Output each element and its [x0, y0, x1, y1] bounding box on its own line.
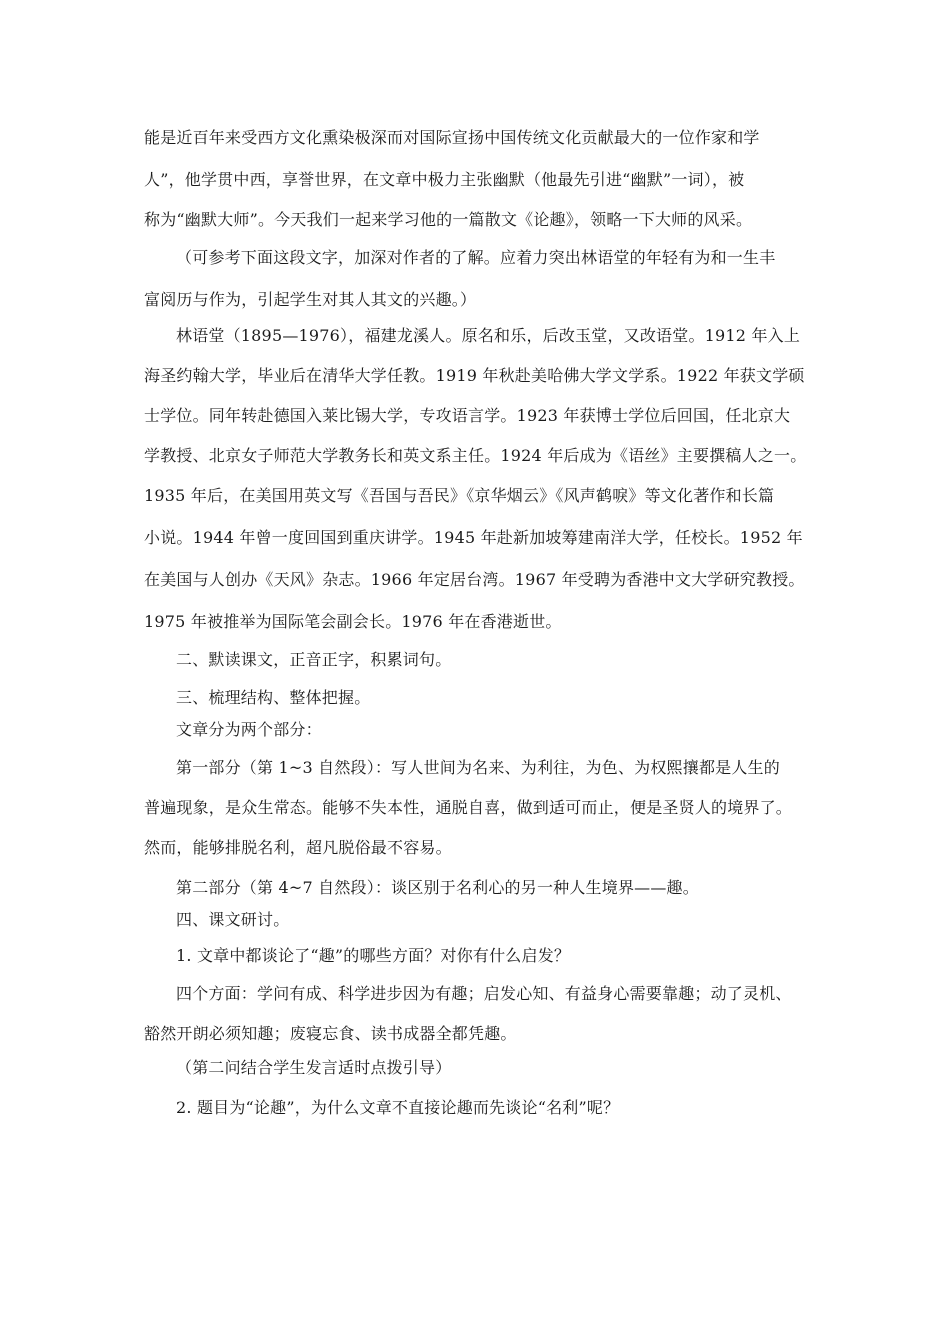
- question-line: 2. 题目为“论趣”，为什么文章不直接论趣而先谈论“名利”呢？: [176, 1098, 620, 1117]
- section-heading: 二、默读课文，正音正字，积累词句。: [176, 650, 452, 669]
- paragraph-line: 1975 年被推举为国际笔会副会长。1976 年在香港逝世。: [144, 612, 562, 631]
- section-heading: 四、课文研讨。: [176, 910, 290, 929]
- paragraph-line: （可参考下面这段文字，加深对作者的了解。应着力突出林语堂的年轻有为和一生丰: [176, 248, 776, 267]
- paragraph-line: 1935 年后，在美国用英文写《吾国与吾民》《京华烟云》《风声鹤唳》等文化著作和长篇: [144, 486, 775, 505]
- paragraph-line: 富阅历与作为，引起学生对其人其文的兴趣。）: [144, 290, 477, 309]
- paragraph-line: 四个方面：学问有成、科学进步因为有趣；启发心知、有益身心需要靠趣；动了灵机、: [176, 984, 792, 1003]
- paragraph-line: 第二部分（第 4~7 自然段）：谈区别于名利心的另一种人生境界——趣。: [176, 878, 699, 897]
- paragraph-line: 称为“幽默大师”。今天我们一起来学习他的一篇散文《论趣》，领略一下大师的风采。: [144, 210, 753, 229]
- paragraph-line: 豁然开朗必须知趣；废寝忘食、读书成器全都凭趣。: [144, 1024, 517, 1043]
- paragraph-line: 学教授、北京女子师范大学教务长和英文系主任。1924 年后成为《语丝》主要撰稿人之一。: [144, 446, 807, 465]
- question-line: 1. 文章中都谈论了“趣”的哪些方面？对你有什么启发？: [176, 946, 571, 965]
- paragraph-line: 小说。1944 年曾一度回国到重庆讲学。1945 年赴新加坡筹建南洋大学，任校长。1952 年: [144, 528, 803, 547]
- section-heading: 三、梳理结构、整体把握。: [176, 688, 371, 707]
- paragraph-line: 然而，能够排脱名利，超凡脱俗最不容易。: [144, 838, 452, 857]
- paragraph-line: 能是近百年来受西方文化熏染极深而对国际宣扬中国传统文化贡献最大的一位作家和学: [144, 128, 760, 147]
- paragraph-line: 人”，他学贯中西，享誉世界，在文章中极力主张幽默（他最先引进“幽默”一词），被: [144, 170, 745, 189]
- paragraph-line: 文章分为两个部分：: [176, 720, 322, 739]
- paragraph-line: 林语堂（1895—1976），福建龙溪人。原名和乐，后改玉堂，又改语堂。1912 年入上: [176, 326, 801, 345]
- paragraph-line: 海圣约翰大学，毕业后在清华大学任教。1919 年秋赴美哈佛大学文学系。1922 年获文学硕: [144, 366, 805, 385]
- paragraph-line: 士学位。同年转赴德国入莱比锡大学，专攻语言学。1923 年获博士学位后回国，任北京大: [144, 406, 791, 425]
- paragraph-line: 在美国与人创办《天风》杂志。1966 年定居台湾。1967 年受聘为香港中文大学研究教授。: [144, 570, 805, 589]
- note-line: （第二问结合学生发言适时点拨引导）: [176, 1058, 452, 1077]
- paragraph-line: 第一部分（第 1~3 自然段）：写人世间为名来、为利往，为色、为权熙攘都是人生的: [176, 758, 780, 777]
- paragraph-line: 普遍现象，是众生常态。能够不失本性，通脱自喜，做到适可而止，便是圣贤人的境界了。: [144, 798, 793, 817]
